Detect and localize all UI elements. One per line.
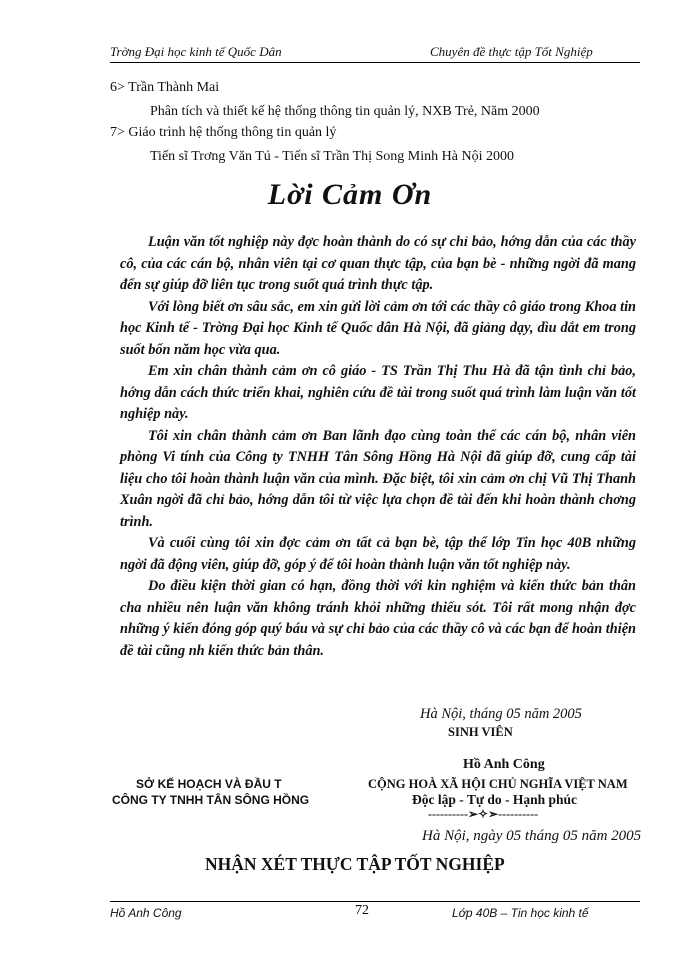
reference-7-title: 7> Giáo trình hệ thống thông tin quản lý (110, 125, 337, 140)
signature-role: SINH VIÊN (448, 725, 513, 739)
reference-6-detail: Phân tích và thiết kế hệ thống thông tin quản lý, NXB Trẻ, Năm 2000 (150, 104, 540, 119)
section-heading: NHẬN XÉT THỰC TẬP TỐT NGHIỆP (205, 854, 505, 874)
signature-name: Hồ Anh Công (463, 757, 545, 772)
left-block-line2: CÔNG TY TNHH TÂN SÔNG HỒNG (112, 793, 310, 807)
signature-place-date: Hà Nội, tháng 05 năm 2005 (420, 706, 582, 722)
header-left: Trờng Đại học kinh tế Quốc Dân (110, 44, 282, 59)
footer-rule (110, 901, 640, 902)
paragraph-6: Do điều kiện thời gian có hạn, đồng thời với kin nghiệm và kiến thức bản thân cha nhiều nên luận văn không tránh khỏi những thiếu sót. Tôi rất mong nhận đợc những ý kiến đóng góp quý báu và sự chỉ bảo của các thầy cô và các bạn để hoàn thiện đề tài cũng nh kiến thức bản thân. (120, 578, 636, 659)
paragraph-5: Và cuối cùng tôi xin đợc cảm ơn tất cả bạn bè, tập thể lớp Tin học 40B những ngời đã động viên, giúp đỡ, góp ý để tôi hoàn thành luận văn tốt nghiệp này. (120, 535, 636, 573)
header-right: Chuyên đề thực tập Tốt Nghiệp (430, 44, 593, 59)
reference-7-detail: Tiến sĩ Trơng Văn Tú - Tiến sĩ Trần Thị Song Minh Hà Nội 2000 (150, 149, 514, 164)
right-block-line1: CỘNG HOÀ XÃ HỘI CHỦ NGHĨA VIỆT NAM (368, 777, 628, 791)
paragraph-1: Luận văn tốt nghiệp này đợc hoàn thành do có sự chỉ bảo, hớng dẫn của các thầy cô, của các cán bộ, nhân viên tại cơ quan thực tập, của bạn bè - những ngời đã mang đến sự giúp đỡ liên tục trong suốt quá trình thực tập. (120, 234, 636, 293)
date-line: Hà Nội, ngày 05 tháng 05 năm 2005 (422, 828, 642, 844)
page-title: Lời Cảm Ơn (267, 178, 433, 211)
acknowledgement-body (120, 232, 636, 662)
left-block-line1: SỞ KẾ HOẠCH VÀ ĐẦU T (136, 777, 282, 791)
paragraph-2: Với lòng biết ơn sâu sắc, em xin gửi lời cảm ơn tới các thầy cô giáo trong Khoa tin học Kinh tế - Trờng Đại học Kinh tế Quốc dân Hà Nội, đã giảng dạy, dìu dắt em trong suốt bốn năm học vừa qua. (120, 298, 636, 358)
paragraph-4: Tôi xin chân thành cảm ơn Ban lãnh đạo cùng toàn thể các cán bộ, nhân viên phòng Vi tính của Công ty TNHH Tân Sông Hồng Hà Nội đã giúp đỡ, cung cấp tài liệu cho tôi hoàn thành luận văn của mình. Đặc biệt, tôi xin cảm ơn chị Vũ Thị Thanh Xuân ngời đã chỉ bảo, hớng dẫn tôi từ việc lựa chọn đề tài đến khi hoàn thành chơng trình. (120, 427, 636, 530)
header-rule (110, 62, 640, 63)
page-number: 72 (355, 903, 369, 918)
footer-right: Lớp 40B – Tin học kinh tế (452, 906, 589, 920)
right-block-line2: Độc lập - Tự do - Hạnh phúc (412, 792, 578, 807)
right-block-ornament: ----------➢✧➣---------- (428, 807, 539, 821)
reference-6-title: 6> Trần Thành Mai (110, 80, 220, 95)
paragraph-3: Em xin chân thành cảm ơn cô giáo - TS Trần Thị Thu Hà đã tận tình chỉ bảo, hớng dẫn cách thức triển khai, nghiên cứu đề tài trong suốt quá trình làm luận văn tốt nghiệp này. (120, 363, 636, 422)
footer-left: Hồ Anh Công (110, 906, 182, 920)
